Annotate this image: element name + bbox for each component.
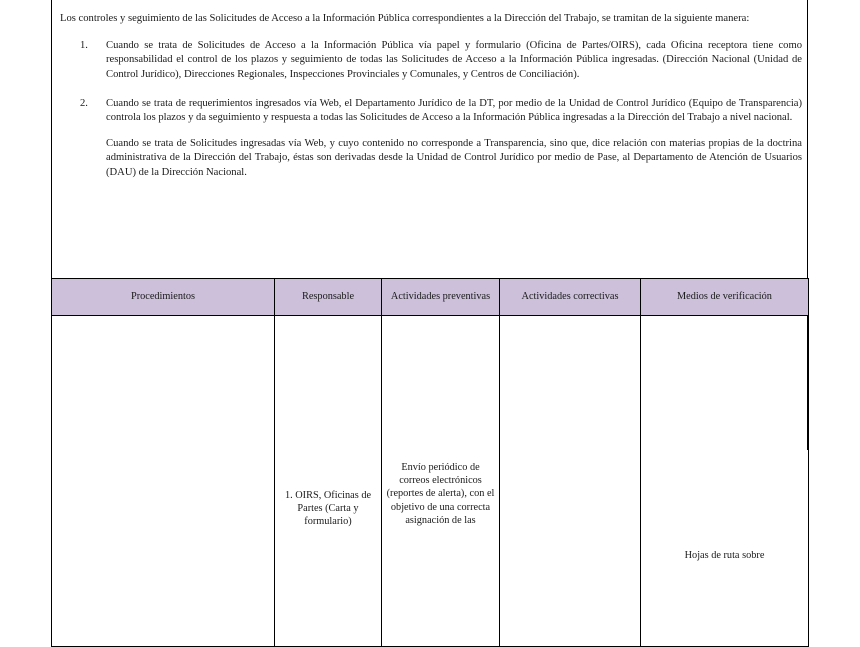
list-item-2: [60, 97, 802, 180]
medios-text: Hojas de ruta sobre: [684, 550, 765, 562]
cell-procedimientos: [52, 316, 275, 647]
list-paragraph: Cuando se trata de Solicitudes ingresadas vía Web, y cuyo contenido no corresponde a Transparencia, sino que, dice relación con materias propias de la doctrina administrativa de la Dirección del Trabajo, éstas son derivadas desde la Unidad de Control Jurídico por medio de Pase, al Departamento de Atención de Usuarios (DAU) de la Dirección Nacional.: [106, 138, 802, 178]
cell-medios: [641, 316, 809, 647]
cell-responsable: [275, 316, 382, 647]
preventivas-text: Envío periódico de correos electrónicos (reportes de alerta), con el objetivo de una correcta asignación de las: [386, 461, 495, 526]
list-paragraph: Cuando se trata de requerimientos ingresados vía Web, el Departamento Jurídico de la DT, por medio de la Unidad de Control Jurídico (Equipo de Transparencia) controla los plazos y da seguimiento y respuesta a todas las Solicitudes de Acceso a la Información Pública ingresadas a la Dirección del Trabajo a nivel nacional.: [106, 97, 802, 124]
header-responsable: Responsable: [275, 279, 382, 316]
responsable-text: 1. OIRS, Oficinas de Partes (Carta y formulario): [284, 489, 372, 528]
cell-preventivas: [382, 316, 500, 647]
list-number: 2.: [80, 97, 88, 109]
list-item-1: [60, 39, 802, 82]
header-procedimientos: Procedimientos: [52, 279, 275, 316]
header-correctivas: Actividades correctivas: [500, 279, 641, 316]
table-header-row: [52, 279, 809, 316]
header-preventivas: Actividades preventivas: [382, 279, 500, 316]
list-number: 1.: [80, 40, 88, 52]
cell-correctivas: [500, 316, 641, 647]
table-row: [52, 316, 809, 647]
list-paragraph: Cuando se trata de Solicitudes de Acceso a la Información Pública vía papel y formulario (Oficina de Partes/OIRS), cada Oficina receptora tiene como responsabilidad el control de los plazos y seguimiento de todas las Solicitudes de Acceso a la Información Pública ingresadas. (Dirección Nacional (Unidad de Control Jurídico), Direcciones Regionales, Inspecciones Provinciales y Comunales, y Centros de Conciliación).: [106, 40, 802, 80]
text-block: [60, 12, 802, 180]
header-medios: Medios de verificación: [641, 279, 809, 316]
procedures-table: [51, 278, 809, 647]
intro-paragraph: Los controles y seguimiento de las Solicitudes de Acceso a la Información Pública correspondientes a la Dirección del Trabajo, se tramitan de la siguiente manera:: [60, 13, 750, 24]
